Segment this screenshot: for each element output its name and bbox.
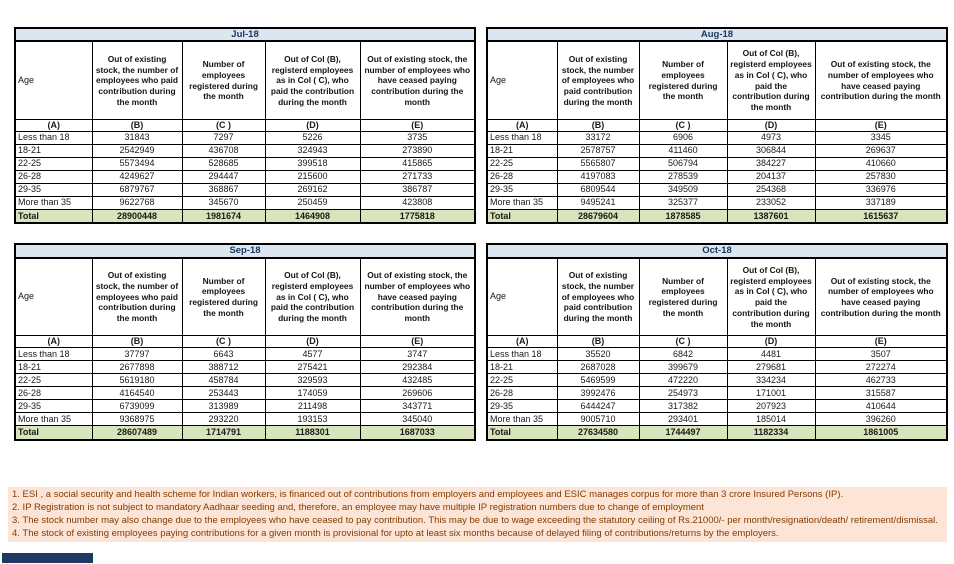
table-body bbox=[487, 348, 947, 426]
value-cell: 9005710 bbox=[557, 413, 639, 426]
age-label: 18-21 bbox=[487, 361, 557, 374]
value-cell: 384227 bbox=[727, 157, 815, 170]
value-cell: 472220 bbox=[639, 374, 727, 387]
age-label: 18-21 bbox=[487, 144, 557, 157]
table-row bbox=[487, 183, 947, 196]
value-cell: 506794 bbox=[639, 157, 727, 170]
header-col-d: Out of Col (B), registerd employees as in Col ( C), who paid the contribution during the month bbox=[727, 41, 815, 119]
table-row bbox=[15, 183, 475, 196]
value-cell: 207923 bbox=[727, 400, 815, 413]
col-letter-d: (D) bbox=[727, 119, 815, 131]
value-cell: 410660 bbox=[815, 157, 947, 170]
value-cell: 7297 bbox=[182, 131, 265, 144]
col-letter-c: (C ) bbox=[639, 119, 727, 131]
value-cell: 33172 bbox=[557, 131, 639, 144]
col-letter-c: (C ) bbox=[182, 119, 265, 131]
value-cell: 324943 bbox=[265, 144, 360, 157]
value-cell: 6643 bbox=[182, 348, 265, 361]
value-cell: 386787 bbox=[360, 183, 475, 196]
age-label: 29-35 bbox=[15, 400, 92, 413]
value-cell: 5469599 bbox=[557, 374, 639, 387]
col-letter-d: (D) bbox=[265, 336, 360, 348]
value-cell: 345040 bbox=[360, 413, 475, 426]
table-row bbox=[15, 387, 475, 400]
value-cell: 35520 bbox=[557, 348, 639, 361]
table-row bbox=[487, 131, 947, 144]
value-cell: 271733 bbox=[360, 170, 475, 183]
value-cell: 432485 bbox=[360, 374, 475, 387]
total-label: Total bbox=[487, 209, 557, 223]
total-value-c: 1714791 bbox=[182, 426, 265, 440]
total-label: Total bbox=[15, 426, 92, 440]
total-value-d: 1188301 bbox=[265, 426, 360, 440]
total-label: Total bbox=[15, 209, 92, 223]
total-value-b: 27634580 bbox=[557, 426, 639, 440]
col-letter-e: (E) bbox=[360, 119, 475, 131]
table-row bbox=[487, 170, 947, 183]
table-row bbox=[15, 157, 475, 170]
value-cell: 4249627 bbox=[92, 170, 182, 183]
month-title: Aug-18 bbox=[487, 28, 947, 41]
value-cell: 233052 bbox=[727, 196, 815, 209]
table-row bbox=[15, 170, 475, 183]
header-col-b: Out of existing stock, the number of employees who paid contribution during the month bbox=[92, 258, 182, 336]
footnote-2: 2. IP Registration is not subject to mandatory Aadhaar seeding and, therefore, an employee may have multiple IP registration numbers due to change of employment bbox=[12, 502, 704, 513]
value-cell: 399679 bbox=[639, 361, 727, 374]
month-title: Jul-18 bbox=[15, 28, 475, 41]
col-letter-b: (B) bbox=[557, 119, 639, 131]
value-cell: 3992476 bbox=[557, 387, 639, 400]
total-value-e: 1861005 bbox=[815, 426, 947, 440]
value-cell: 253443 bbox=[182, 387, 265, 400]
total-row bbox=[487, 209, 947, 223]
header-col-d: Out of Col (B), registerd employees as in Col ( C), who paid the contribution during the month bbox=[727, 258, 815, 336]
value-cell: 368867 bbox=[182, 183, 265, 196]
table-row bbox=[487, 157, 947, 170]
value-cell: 423808 bbox=[360, 196, 475, 209]
value-cell: 315587 bbox=[815, 387, 947, 400]
value-cell: 5565807 bbox=[557, 157, 639, 170]
value-cell: 329593 bbox=[265, 374, 360, 387]
col-letter-a: (A) bbox=[487, 119, 557, 131]
value-cell: 2677898 bbox=[92, 361, 182, 374]
value-cell: 2578757 bbox=[557, 144, 639, 157]
value-cell: 279681 bbox=[727, 361, 815, 374]
col-letter-e: (E) bbox=[815, 119, 947, 131]
total-value-e: 1775818 bbox=[360, 209, 475, 223]
table-row bbox=[15, 413, 475, 426]
col-letter-d: (D) bbox=[265, 119, 360, 131]
table-row bbox=[15, 374, 475, 387]
value-cell: 6842 bbox=[639, 348, 727, 361]
table-row bbox=[487, 413, 947, 426]
value-cell: 4577 bbox=[265, 348, 360, 361]
month-title: Oct-18 bbox=[487, 244, 947, 257]
age-label: 22-25 bbox=[15, 374, 92, 387]
monthly-tables-grid bbox=[14, 27, 946, 441]
table-row bbox=[15, 196, 475, 209]
age-label: More than 35 bbox=[487, 196, 557, 209]
total-value-c: 1744497 bbox=[639, 426, 727, 440]
table-row bbox=[487, 387, 947, 400]
col-letter-b: (B) bbox=[557, 336, 639, 348]
total-value-d: 1182334 bbox=[727, 426, 815, 440]
age-label: 22-25 bbox=[487, 374, 557, 387]
age-label: 29-35 bbox=[15, 183, 92, 196]
value-cell: 185014 bbox=[727, 413, 815, 426]
col-letter-a: (A) bbox=[15, 336, 92, 348]
value-cell: 415865 bbox=[360, 157, 475, 170]
value-cell: 345670 bbox=[182, 196, 265, 209]
age-label: Less than 18 bbox=[487, 131, 557, 144]
age-label: 18-21 bbox=[15, 361, 92, 374]
value-cell: 4973 bbox=[727, 131, 815, 144]
value-cell: 5573494 bbox=[92, 157, 182, 170]
value-cell: 334234 bbox=[727, 374, 815, 387]
value-cell: 254368 bbox=[727, 183, 815, 196]
month-table-sep-18 bbox=[14, 243, 476, 440]
header-age: Age bbox=[15, 41, 92, 119]
value-cell: 171001 bbox=[727, 387, 815, 400]
value-cell: 4164540 bbox=[92, 387, 182, 400]
table-row bbox=[487, 348, 947, 361]
value-cell: 336976 bbox=[815, 183, 947, 196]
age-label: More than 35 bbox=[15, 413, 92, 426]
age-label: 18-21 bbox=[15, 144, 92, 157]
value-cell: 272274 bbox=[815, 361, 947, 374]
header-col-b: Out of existing stock, the number of employees who paid contribution during the month bbox=[557, 41, 639, 119]
value-cell: 436708 bbox=[182, 144, 265, 157]
header-col-e: Out of existing stock, the number of employees who have ceased paying contribution during the month bbox=[360, 41, 475, 119]
age-label: 22-25 bbox=[15, 157, 92, 170]
header-col-b: Out of existing stock, the number of employees who paid contribution during the month bbox=[557, 258, 639, 336]
value-cell: 399518 bbox=[265, 157, 360, 170]
value-cell: 6739099 bbox=[92, 400, 182, 413]
table-row bbox=[487, 144, 947, 157]
value-cell: 257830 bbox=[815, 170, 947, 183]
header-col-c: Number of employees registered during the month bbox=[182, 258, 265, 336]
table-row bbox=[487, 196, 947, 209]
footnote-3: 3. The stock number may also change due to the employees who have ceased to pay contribution. This may be due to wage exceeding the statutory ceiling of Rs.21000/- per month/resignation/death/ retirement/dismissal. bbox=[12, 515, 938, 526]
table-row bbox=[15, 144, 475, 157]
month-title: Sep-18 bbox=[15, 244, 475, 257]
value-cell: 37797 bbox=[92, 348, 182, 361]
header-col-e: Out of existing stock, the number of employees who have ceased paying contribution during the month bbox=[815, 258, 947, 336]
header-age: Age bbox=[487, 41, 557, 119]
age-label: 26-28 bbox=[487, 387, 557, 400]
age-label: Less than 18 bbox=[487, 348, 557, 361]
age-label: Less than 18 bbox=[15, 348, 92, 361]
table-row bbox=[487, 361, 947, 374]
header-col-c: Number of employees registered during the month bbox=[182, 41, 265, 119]
value-cell: 462733 bbox=[815, 374, 947, 387]
value-cell: 250459 bbox=[265, 196, 360, 209]
value-cell: 254973 bbox=[639, 387, 727, 400]
table-row bbox=[487, 400, 947, 413]
value-cell: 293401 bbox=[639, 413, 727, 426]
age-label: 22-25 bbox=[487, 157, 557, 170]
value-cell: 3735 bbox=[360, 131, 475, 144]
table-row bbox=[15, 400, 475, 413]
total-value-b: 28607489 bbox=[92, 426, 182, 440]
table-row bbox=[15, 361, 475, 374]
value-cell: 6809544 bbox=[557, 183, 639, 196]
age-label: More than 35 bbox=[15, 196, 92, 209]
value-cell: 269606 bbox=[360, 387, 475, 400]
footnote-4: 4. The stock of existing employees paying contributions for a given month is provisional for upto at least six months because of delayed filing of contributions/returns by the employers. bbox=[12, 528, 779, 539]
header-age: Age bbox=[487, 258, 557, 336]
value-cell: 313989 bbox=[182, 400, 265, 413]
value-cell: 293220 bbox=[182, 413, 265, 426]
age-label: 26-28 bbox=[15, 387, 92, 400]
table-row bbox=[15, 348, 475, 361]
col-letter-a: (A) bbox=[15, 119, 92, 131]
col-letter-e: (E) bbox=[360, 336, 475, 348]
value-cell: 410644 bbox=[815, 400, 947, 413]
month-table-oct-18 bbox=[486, 243, 948, 440]
month-table-aug-18 bbox=[486, 27, 948, 224]
value-cell: 3507 bbox=[815, 348, 947, 361]
total-row bbox=[15, 426, 475, 440]
value-cell: 411460 bbox=[639, 144, 727, 157]
total-value-d: 1387601 bbox=[727, 209, 815, 223]
header-col-e: Out of existing stock, the number of employees who have ceased paying contribution during the month bbox=[360, 258, 475, 336]
total-value-e: 1687033 bbox=[360, 426, 475, 440]
age-label: More than 35 bbox=[487, 413, 557, 426]
age-label: 29-35 bbox=[487, 183, 557, 196]
header-col-b: Out of existing stock, the number of employees who paid contribution during the month bbox=[92, 41, 182, 119]
value-cell: 31843 bbox=[92, 131, 182, 144]
value-cell: 204137 bbox=[727, 170, 815, 183]
value-cell: 2542949 bbox=[92, 144, 182, 157]
header-col-d: Out of Col (B), registerd employees as in Col ( C), who paid the contribution during the month bbox=[265, 41, 360, 119]
value-cell: 4481 bbox=[727, 348, 815, 361]
header-col-c: Number of employees registered during the month bbox=[639, 41, 727, 119]
value-cell: 5226 bbox=[265, 131, 360, 144]
value-cell: 306844 bbox=[727, 144, 815, 157]
header-col-c: Number of employees registered during the month bbox=[639, 258, 727, 336]
total-value-c: 1981674 bbox=[182, 209, 265, 223]
value-cell: 193153 bbox=[265, 413, 360, 426]
total-row bbox=[15, 209, 475, 223]
value-cell: 6879767 bbox=[92, 183, 182, 196]
footnote-1: 1. ESI , a social security and health scheme for Indian workers, is financed out of contributions from employers and employees and ESIC manages corpus for more than 3 crore Insured Persons (IP). bbox=[12, 489, 844, 500]
total-value-d: 1464908 bbox=[265, 209, 360, 223]
value-cell: 174059 bbox=[265, 387, 360, 400]
col-letter-e: (E) bbox=[815, 336, 947, 348]
col-letter-c: (C ) bbox=[182, 336, 265, 348]
footnotes-block bbox=[8, 487, 947, 542]
col-letter-c: (C ) bbox=[639, 336, 727, 348]
total-value-e: 1615637 bbox=[815, 209, 947, 223]
value-cell: 317382 bbox=[639, 400, 727, 413]
age-label: Less than 18 bbox=[15, 131, 92, 144]
value-cell: 269162 bbox=[265, 183, 360, 196]
value-cell: 325377 bbox=[639, 196, 727, 209]
age-label: 26-28 bbox=[15, 170, 92, 183]
total-row bbox=[487, 426, 947, 440]
value-cell: 269637 bbox=[815, 144, 947, 157]
header-col-d: Out of Col (B), registerd employees as in Col ( C), who paid the contribution during the month bbox=[265, 258, 360, 336]
table-body bbox=[15, 131, 475, 209]
value-cell: 9622768 bbox=[92, 196, 182, 209]
value-cell: 349509 bbox=[639, 183, 727, 196]
col-letter-b: (B) bbox=[92, 336, 182, 348]
value-cell: 6444247 bbox=[557, 400, 639, 413]
value-cell: 337189 bbox=[815, 196, 947, 209]
value-cell: 528685 bbox=[182, 157, 265, 170]
value-cell: 2687028 bbox=[557, 361, 639, 374]
table-row bbox=[487, 374, 947, 387]
value-cell: 388712 bbox=[182, 361, 265, 374]
value-cell: 278539 bbox=[639, 170, 727, 183]
value-cell: 211498 bbox=[265, 400, 360, 413]
total-label: Total bbox=[487, 426, 557, 440]
value-cell: 294447 bbox=[182, 170, 265, 183]
header-col-e: Out of existing stock, the number of employees who have ceased paying contribution during the month bbox=[815, 41, 947, 119]
header-age: Age bbox=[15, 258, 92, 336]
value-cell: 3747 bbox=[360, 348, 475, 361]
value-cell: 215600 bbox=[265, 170, 360, 183]
age-label: 26-28 bbox=[487, 170, 557, 183]
total-value-b: 28679604 bbox=[557, 209, 639, 223]
month-table-jul-18 bbox=[14, 27, 476, 224]
age-label: 29-35 bbox=[487, 400, 557, 413]
table-body bbox=[487, 131, 947, 209]
col-letter-b: (B) bbox=[92, 119, 182, 131]
value-cell: 275421 bbox=[265, 361, 360, 374]
col-letter-d: (D) bbox=[727, 336, 815, 348]
table-row bbox=[15, 131, 475, 144]
value-cell: 396260 bbox=[815, 413, 947, 426]
col-letter-a: (A) bbox=[487, 336, 557, 348]
value-cell: 4197083 bbox=[557, 170, 639, 183]
value-cell: 273890 bbox=[360, 144, 475, 157]
bottom-left-accent-bar bbox=[2, 553, 93, 563]
value-cell: 343771 bbox=[360, 400, 475, 413]
value-cell: 6906 bbox=[639, 131, 727, 144]
table-body bbox=[15, 348, 475, 426]
value-cell: 9495241 bbox=[557, 196, 639, 209]
value-cell: 292384 bbox=[360, 361, 475, 374]
value-cell: 5619180 bbox=[92, 374, 182, 387]
value-cell: 9368975 bbox=[92, 413, 182, 426]
value-cell: 458784 bbox=[182, 374, 265, 387]
total-value-c: 1878585 bbox=[639, 209, 727, 223]
total-value-b: 28900448 bbox=[92, 209, 182, 223]
value-cell: 3345 bbox=[815, 131, 947, 144]
